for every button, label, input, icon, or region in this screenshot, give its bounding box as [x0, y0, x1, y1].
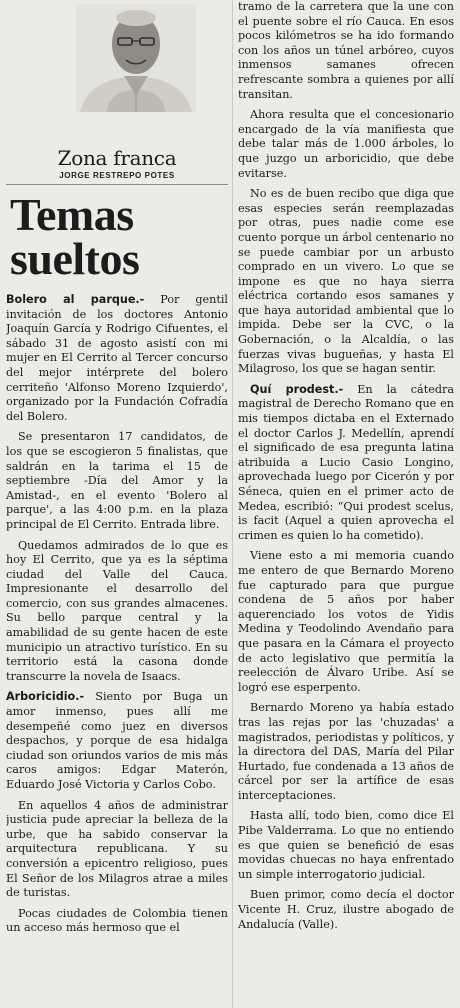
paragraph: Hasta allí, todo bien, como dice El Pibe Valderrama. Lo que no entiendo es que quien se benefició de esas movidas chuecas no haya enfrentado un simple interrogatorio judicial. — [238, 809, 454, 881]
paragraph: Pocas ciudades de Colombia tienen un acceso más hermoso que el — [6, 906, 228, 935]
header-rule — [6, 184, 228, 185]
paragraph: Quedamos admirados de lo que es hoy El Cerrito, que ya es la séptima ciudad del Valle del Cauca. Impresionante el desarrollo del comercio, con sus grandes almacenes. Su bello parque central y la amabilidad de su gente hacen de este municipio un atractivo turístico. En su territorio está la casona donde transcurre la novela de Isaacs. — [6, 538, 228, 683]
right-column — [238, 0, 454, 1008]
left-column — [6, 0, 228, 1008]
section-lead: Bolero al parque.- — [6, 293, 145, 306]
paragraph — [238, 383, 454, 544]
paragraph — [6, 690, 228, 792]
paragraph: Se presentaron 17 candidatos, de los que se escogieron 5 finalistas, que saldrán en la tarima el 15 de septiembre -Día del Amor y la Amistad-, en el evento 'Bolero al parque', a las 4:00 p.m. en la plaza principal de El Cerrito. Entrada libre. — [6, 430, 228, 531]
paragraph-text: En la cátedra magistral de Derecho Romano que en mis tiempos dictaba en el Externado el doctor Carlos J. Medellín, aprendí el significado de esa pregunta latina atribuida a Lucio Casio Longino, aprovechada luego por Cicerón y por Séneca, quien en el primer acto de Medea, escribió: “Qui prodest scelus, is facit (Aquel a quien aprovecha el crimen es quien lo ha cometido). — [238, 382, 454, 542]
paragraph: tramo de la carretera que la une con el puente sobre el río Cauca. En esos pocos kilómetros se ha ido formando con los años un túnel arbóreo, cuyos inmensos samanes ofrecen refrescante sombra a quienes por allí transitan. — [238, 0, 454, 101]
paragraph: Buen primor, como decía el doctor Vicente H. Cruz, ilustre abogado de Andalucía (Valle). — [238, 888, 454, 931]
author-photo — [76, 4, 196, 112]
section-lead: Quí prodest.- — [250, 382, 344, 396]
paragraph — [6, 293, 228, 424]
author-byline: JORGE RESTREPO POTES — [59, 171, 175, 180]
paragraph: No es de buen recibo que diga que esas especies serán reemplazadas por otras, pues nadie come ese cuento porque un árbol centenario no se puede cambiar por un arbusto comprado en un vivero. Lo que se impone es que no haya sierra eléctrica cortando esos samanes y que haya autoridad ambiental que lo impida. Debe ser la CVC, o la Gobernación, o la Alcaldía, o las fuerzas vivas bugueñas, y hasta El Milagroso, los que se hagan sentir. — [238, 187, 454, 376]
headline-line-2: sueltos — [10, 233, 140, 284]
headline — [10, 189, 228, 284]
paragraph-text: Por gentil invitación de los doctores Antonio Joaquín García y Rodrigo Cifuentes, el sábado 31 de agosto asistí con mi mujer en El Cerrito al Tercer concurso del mejor intérprete del bolero cerriteño 'Alfonso Moreno Izquierdo', organizado por la Fundación Cofradía del Bolero. — [6, 293, 228, 423]
paragraph: Viene esto a mi memoria cuando me entero de que Bernardo Moreno fue capturado para que purgue condena de 5 años por haber aquerenciado los votos de Yidis Medina y Teodolindo Avendaño para que pasara en la Cámara el proyecto de acto legislativo que permitía la reelección de Álvaro Uribe. Así se logró ese esperpento. — [238, 549, 454, 694]
column-name: Zona franca — [57, 146, 177, 170]
column-divider — [232, 0, 233, 1008]
paragraph: Bernardo Moreno ya había estado tras las rejas por las 'chuzadas' a magistrados, periodistas y políticos, y la directora del DAS, María del Pilar Hurtado, fue condenada a 13 años de cárcel por ser la artífice de esas interceptaciones. — [238, 701, 454, 802]
section-lead: Arboricidio.- — [6, 690, 85, 704]
paragraph: En aquellos 4 años de administrar justicia pude apreciar la belleza de la urbe, que ha sabido conservar la arquitectura republicana. Y su conversión a epicentro religioso, pues El Señor de los Milagros atrae a miles de turistas. — [6, 798, 228, 900]
headline-line-1: Temas — [10, 189, 134, 240]
paragraph-text: Siento por Buga un amor inmenso, pues allí me desempeñé como juez en diversos despachos, y porque de esa hidalga ciudad son oriundos varios de mis más caros amigos: Edgar Materón, Eduardo José Victoria y Carlos Cobo. — [6, 690, 228, 791]
paragraph: Ahora resulta que el concesionario encargado de la vía manifiesta que debe talar más de 1.000 árboles, lo que juzgo un arboricidio, que debe evitarse. — [238, 108, 454, 180]
